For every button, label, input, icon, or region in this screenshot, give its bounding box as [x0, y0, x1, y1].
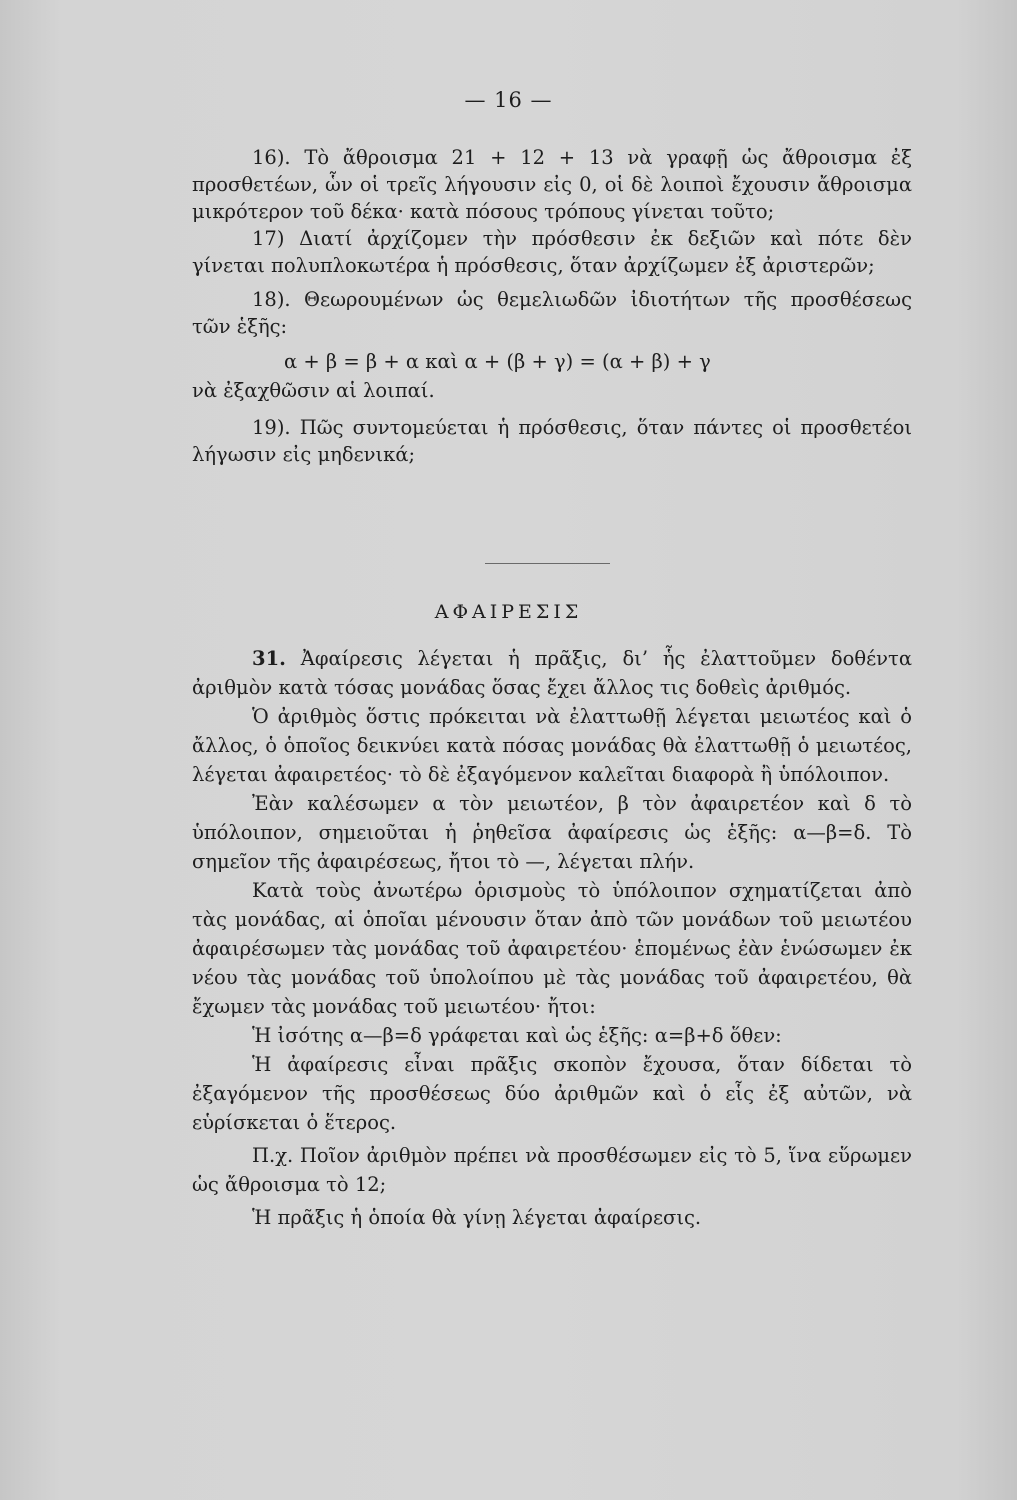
paragraph-text: Ἀφαίρεσις λέγεται ἡ πρᾶξις, δι’ ἧς ἐλαττοῦμεν δοθέντα ἀριθμὸν κατὰ τόσας μονάδας ὅσας ἔχει ἄλλος τις δοθεὶς ἀριθμός.: [192, 647, 912, 699]
question-label: 16).: [252, 146, 291, 169]
question-label: 17): [252, 227, 285, 250]
exercise-list: [192, 144, 912, 468]
question-18-end: νὰ ἐξαχθῶσιν αἱ λοιπαί.: [192, 379, 435, 402]
question-text: Διατί ἀρχίζομεν τὴν πρόσθεσιν ἐκ δεξιῶν καὶ πότε δὲν γίνεται πολυπλοκωτέρα ἡ πρόσθεσις, ὅταν ἀρχίζωμεν ἐξ ἀριστερῶν;: [192, 227, 912, 277]
question-19: [192, 414, 912, 468]
question-label: 18).: [252, 288, 291, 311]
paragraph: Ἡ ἀφαίρεσις εἶναι πρᾶξις σκοπὸν ἔχουσα, ὅταν δίδεται τὸ ἐξαγόμενον τῆς προσθέσεως δύο ἀριθμῶν καὶ ὁ εἷς ἐξ αὐτῶν, νὰ εὑρίσκεται ὁ ἕτερος.: [192, 1053, 912, 1134]
question-text: Θεωρουμένων ὡς θεμελιωδῶν ἰδιοτήτων τῆς προσθέσεως τῶν ἑξῆς:: [192, 288, 912, 338]
formula: α + β = β + α καὶ α + (β + γ) = (α + β) + γ: [284, 350, 711, 373]
section-body: [192, 644, 912, 1232]
section-number: 31.: [252, 647, 286, 670]
paragraph: Ὁ ἀριθμὸς ὅστις πρόκειται νὰ ἐλαττωθῇ λέγεται μειωτέος καὶ ὁ ἄλλος, ὁ ὁποῖος δεικνύει κατὰ πόσας μονάδας θὰ ἐλαττωθῇ ὁ μειωτέος, λέγεται ἀφαιρετέος· τὸ δὲ ἐξαγόμενον καλεῖται διαφορὰ ἢ ὑπόλοιπον.: [192, 705, 912, 786]
section-title: ΑΦΑΙΡΕΣΙΣ: [434, 601, 583, 623]
question-16: [192, 144, 912, 225]
question-text: Τὸ ἄθροισμα 21 + 12 + 13 νὰ γραφῇ ὡς ἄθροισμα ἐξ προσθετέων, ὧν οἱ τρεῖς λήγουσιν εἰς 0, οἱ δὲ λοιποὶ ἔχουσιν ἄθροισμα μικρότερον τοῦ δέκα· κατὰ πόσους τρόπους γίνεται τοῦτο;: [192, 146, 913, 223]
paragraph: Κατὰ τοὺς ἀνωτέρω ὁρισμοὺς τὸ ὑπόλοιπον σχηματίζεται ἀπὸ τὰς μονάδας, αἱ ὁποῖαι μένουσιν ὅταν ἀπὸ τῶν μονάδων τοῦ μειωτέου ἀφαιρέσωμεν τὰς μονάδας τοῦ ἀφαιρετέου· ἑπομένως ἐὰν ἑνώσωμεν ἐκ νέου τὰς μονάδας τοῦ ὑπολοίπου μὲ τὰς μονάδας τοῦ ἀφαιρετέου, θὰ ἔχωμεν τὰς μονάδας τοῦ μειωτέου· ἤτοι:: [192, 879, 912, 1018]
question-label: 19).: [252, 416, 291, 439]
page-number: — 16 —: [464, 88, 553, 112]
question-text: Πῶς συντομεύεται ἡ πρόσθεσις, ὅταν πάντες οἱ προσθετέοι λήγωσιν εἰς μηδενικά;: [192, 416, 912, 466]
paragraph: Ἡ ἰσότης α—β=δ γράφεται καὶ ὡς ἑξῆς: α=β+δ ὅθεν:: [252, 1024, 782, 1047]
divider: [485, 563, 610, 564]
question-18: [192, 286, 912, 340]
question-17: [192, 225, 912, 279]
paragraph: [192, 644, 912, 702]
paragraph: Π.χ. Ποῖον ἀριθμὸν πρέπει νὰ προσθέσωμεν εἰς τὸ 5, ἵνα εὕρωμεν ὡς ἄθροισμα τὸ 12;: [192, 1144, 912, 1196]
paragraph: Ἐὰν καλέσωμεν α τὸν μειωτέον, β τὸν ἀφαιρετέον καὶ δ τὸ ὑπόλοιπον, σημειοῦται ἡ ῥηθεῖσα ἀφαίρεσις ὡς ἑξῆς: α—β=δ. Τὸ σημεῖον τῆς ἀφαιρέσεως, ἤτοι τὸ —, λέγεται πλήν.: [192, 792, 912, 873]
paragraph: Ἡ πρᾶξις ἡ ὁποία θὰ γίνῃ λέγεται ἀφαίρεσις.: [252, 1206, 702, 1229]
